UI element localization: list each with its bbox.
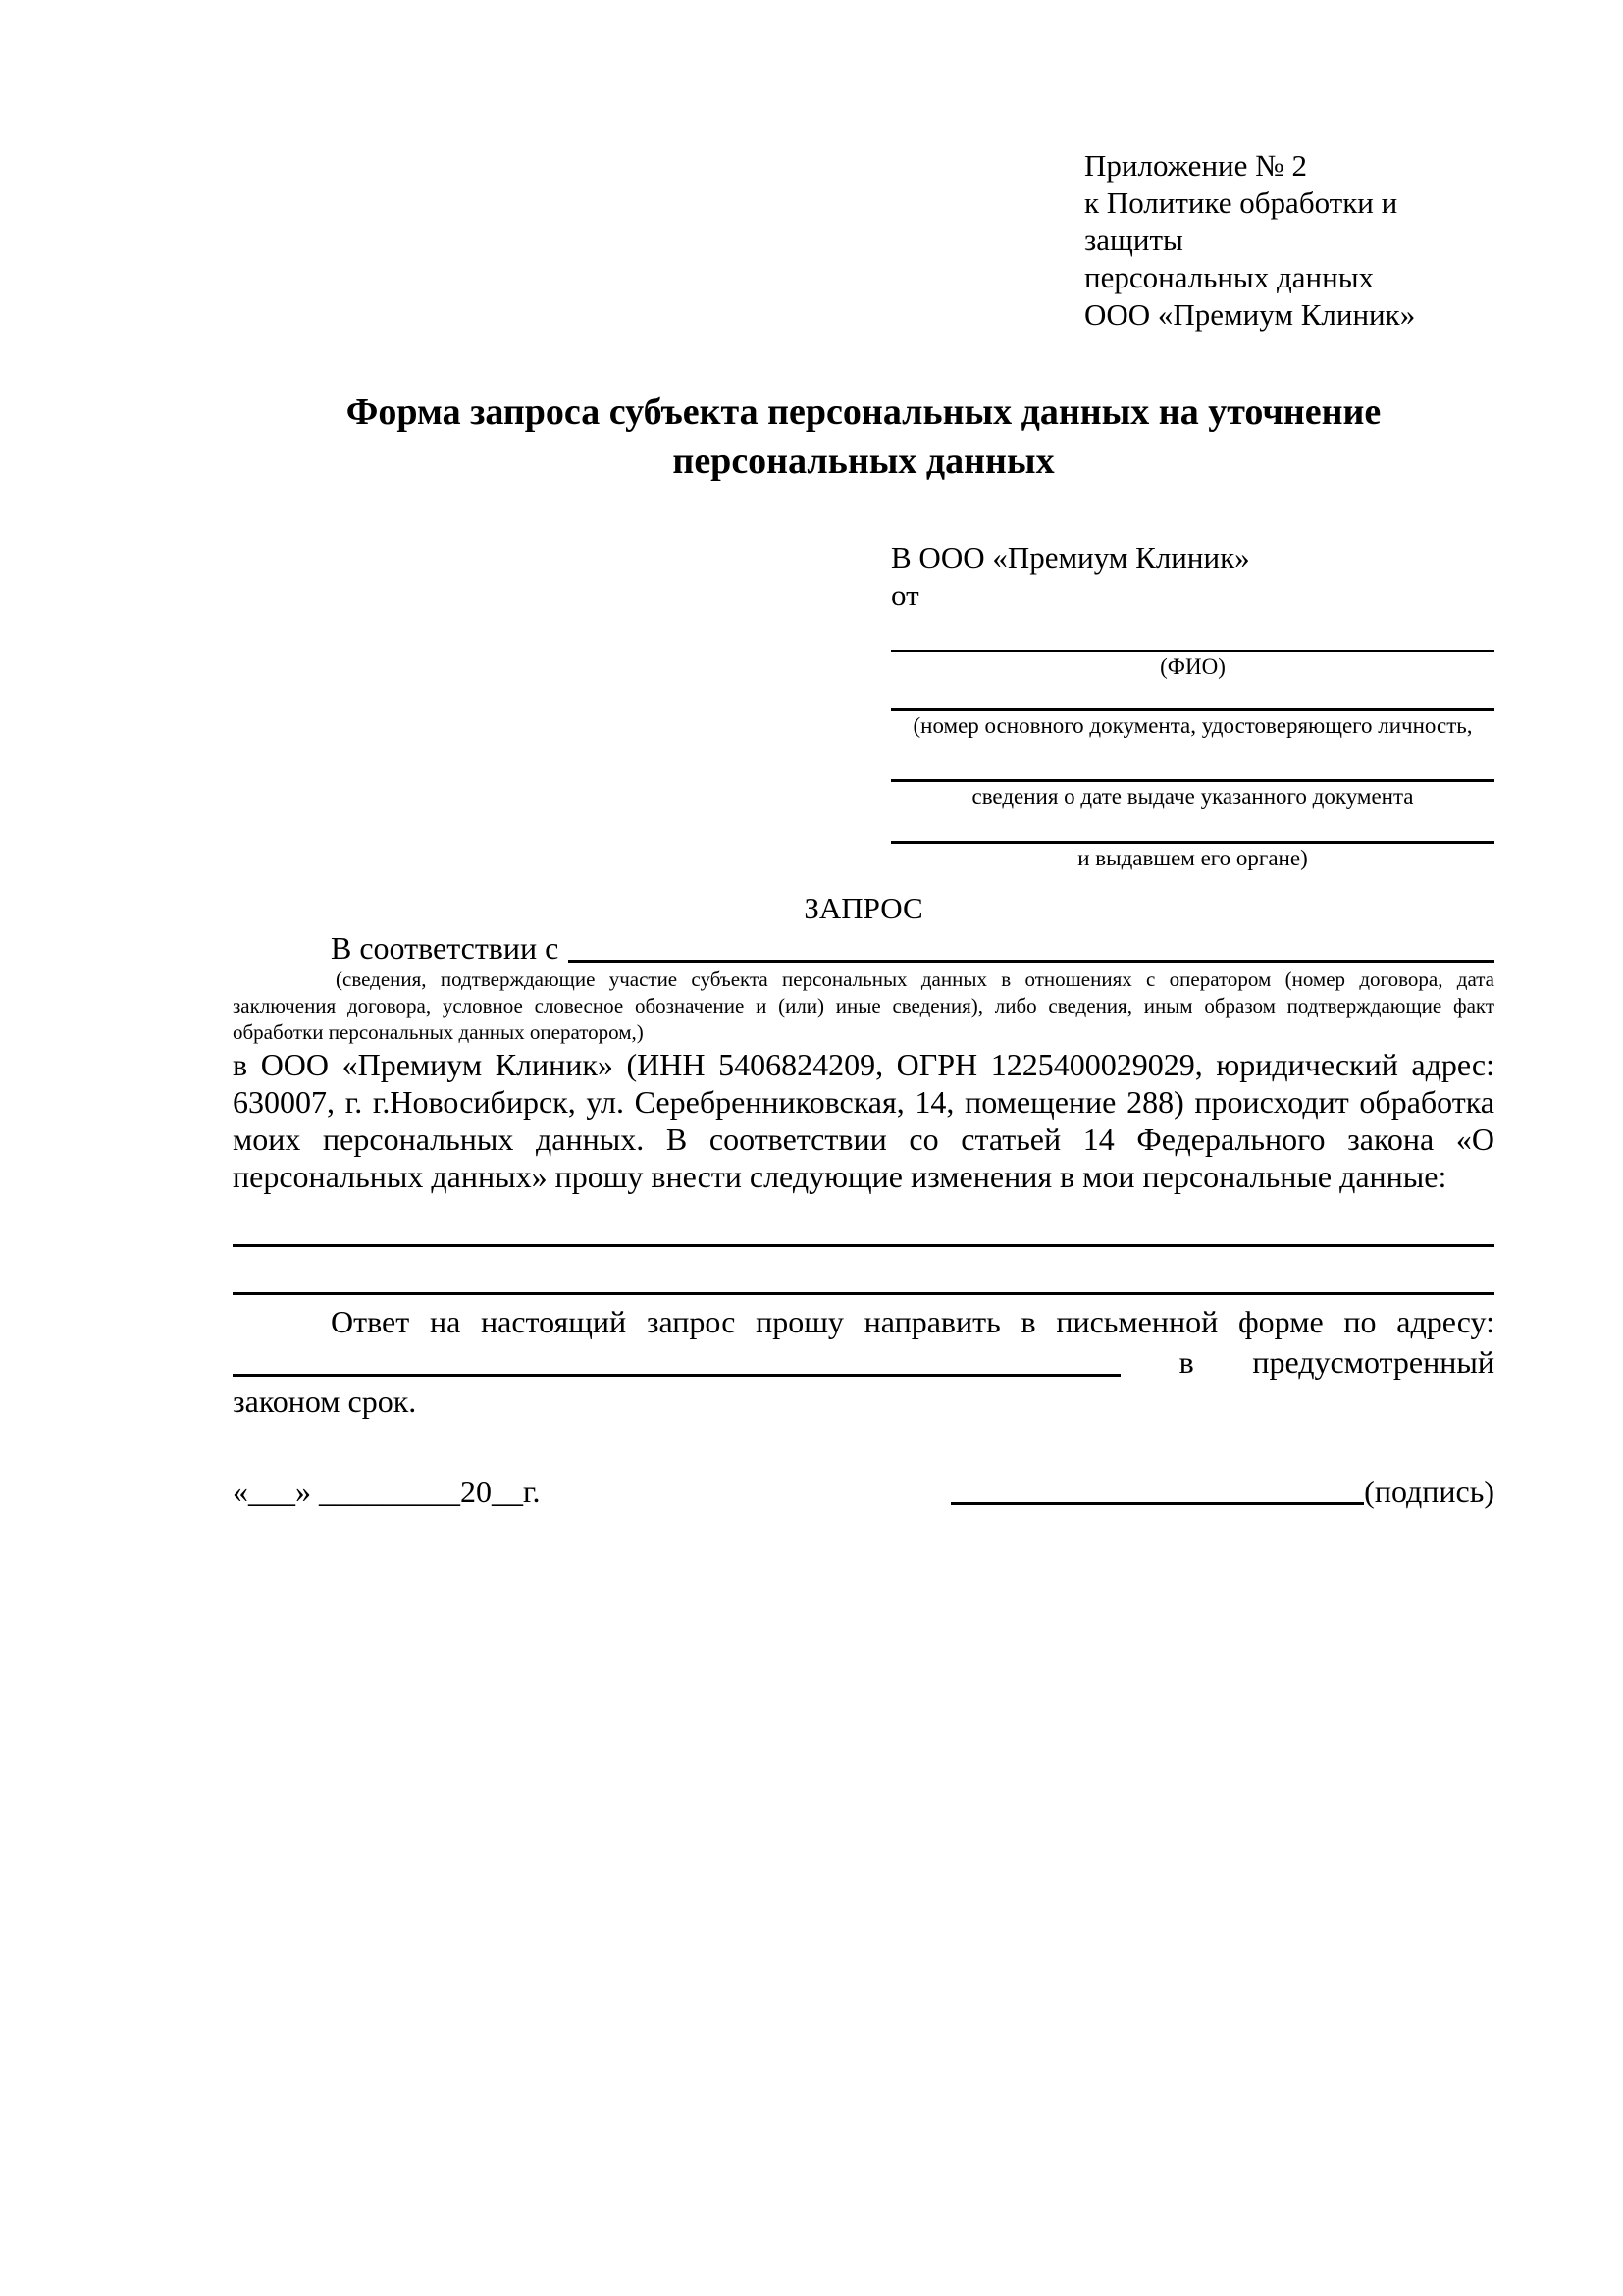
basis-row xyxy=(233,929,1494,966)
address-blank-line xyxy=(233,1340,1121,1377)
signature-blank-line xyxy=(951,1473,1364,1505)
fio-blank-line xyxy=(891,614,1494,652)
reply-address-row xyxy=(233,1340,1494,1382)
issuing-authority-blank-line xyxy=(891,810,1494,844)
appendix-line: к Политике обработки и защиты xyxy=(1084,185,1398,257)
appendix-line: Приложение № 2 xyxy=(1084,148,1307,183)
addressee-from: от xyxy=(891,578,919,612)
signature-group xyxy=(951,1472,1494,1511)
request-body: в ООО «Премиум Клиник» (ИНН 5406824209, ОГРН 1225400029029, юридический адрес: 630007, г. г.Новосибирск, ул. Серебренниковская, 14, помещение 288) происходит обработка моих персональных данных. В соответствии со статьей 14 Федерального закона «О персональных данных» прошу внести следующие изменения в мои персональные данные: xyxy=(233,1047,1494,1194)
document-number-blank-line xyxy=(891,681,1494,711)
request-heading: ЗАПРОС xyxy=(804,891,923,925)
changes-blank-line-2 xyxy=(233,1247,1494,1295)
reply-word-v: в xyxy=(1178,1344,1194,1380)
issuing-authority-caption: и выдавшем его органе) xyxy=(1077,846,1308,870)
addressee-block xyxy=(891,540,1494,872)
basis-footnote: (сведения, подтверждающие участие субъекта персональных данных в отношениях с оператором (номер договора, дата заключения договора, условное словесное обозначение и (или) иные сведения), либо сведения, иным образом подтверждающие факт обработки персональных данных оператором,) xyxy=(233,967,1494,1044)
issue-date-caption: сведения о дате выдаче указанного документа xyxy=(971,784,1414,809)
reply-sentence: Ответ на настоящий запрос прошу направить в письменной форме по адресу: xyxy=(331,1304,1494,1339)
appendix-line: ООО «Премиум Клиник» xyxy=(1084,297,1416,332)
document-title: Форма запроса субъекта персональных данных на уточнение персональных данных xyxy=(345,391,1382,482)
reply-word-predusmotrenny: предусмотренный xyxy=(1252,1344,1494,1380)
fio-caption: (ФИО) xyxy=(1160,654,1226,679)
basis-prefix: В соответствии с xyxy=(331,930,559,965)
basis-blank-line xyxy=(568,929,1494,963)
appendix-line: персональных данных xyxy=(1084,260,1375,294)
document-number-caption: (номер основного документа, удостоверяющего личность, xyxy=(913,713,1473,738)
date-line: «___» _________20__г. xyxy=(233,1474,541,1509)
footer-row xyxy=(233,1472,1494,1511)
reply-closing: законом срок. xyxy=(233,1383,417,1419)
appendix-header xyxy=(1084,147,1494,334)
signature-caption: (подпись) xyxy=(1364,1474,1494,1509)
changes-blank-line-1 xyxy=(233,1201,1494,1247)
issue-date-blank-line xyxy=(891,740,1494,782)
addressee-to: В ООО «Премиум Клиник» xyxy=(891,541,1250,575)
